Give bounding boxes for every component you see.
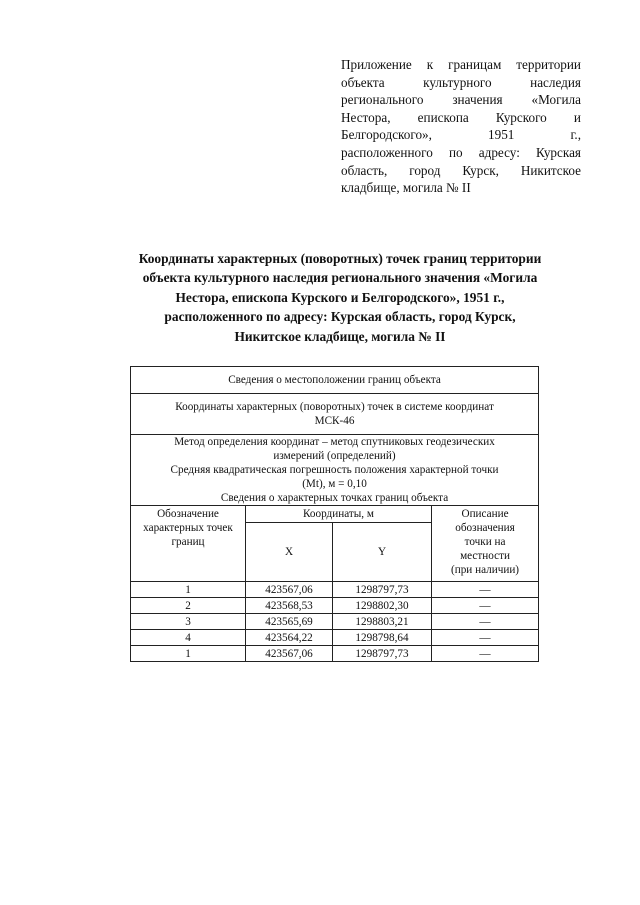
header-line: точки на xyxy=(464,536,506,548)
table-row xyxy=(131,630,539,646)
appendix-line: Белгородского», 1951 г., xyxy=(341,127,581,143)
x-header: X xyxy=(246,523,333,582)
coordinates-table xyxy=(130,366,539,662)
y-cell: 1298802,30 xyxy=(333,598,432,614)
point-cell: 4 xyxy=(131,630,246,646)
designation-header xyxy=(131,506,246,582)
system-line: Координаты характерных (поворотных) точек в системе координат xyxy=(175,401,494,413)
table-row xyxy=(131,614,539,630)
point-cell: 1 xyxy=(131,646,246,662)
system-line: МСК-46 xyxy=(314,415,355,427)
header-line: характерных точек xyxy=(143,522,233,534)
title-line: Никитское кладбище, могила № II xyxy=(234,328,446,344)
x-cell: 423567,06 xyxy=(246,646,333,662)
header-line: (при наличии) xyxy=(451,564,520,576)
y-cell: 1298803,21 xyxy=(333,614,432,630)
point-cell: 1 xyxy=(131,582,246,598)
method-cell xyxy=(131,435,539,506)
header-line: границ xyxy=(171,536,205,548)
appendix-line: расположенного по адресу: Курская xyxy=(341,144,581,160)
header-line: Описание xyxy=(461,508,509,520)
coordinate-system-cell xyxy=(131,394,539,435)
point-cell: 3 xyxy=(131,614,246,630)
table-row xyxy=(131,582,539,598)
y-cell: 1298798,64 xyxy=(333,630,432,646)
method-line: Метод определения координат – метод спутниковых геодезических xyxy=(174,436,495,448)
desc-cell: — xyxy=(432,582,539,598)
appendix-line: Нестора, епископа Курского и xyxy=(341,109,581,125)
y-cell: 1298797,73 xyxy=(333,646,432,662)
method-line: Сведения о характерных точках границ объекта xyxy=(220,492,449,504)
title-line: Координаты характерных (поворотных) точек границ территории xyxy=(138,251,542,266)
title-line: объекта культурного наследия регионального значения «Могила xyxy=(142,270,538,286)
desc-cell: — xyxy=(432,630,539,646)
appendix-line: область, город Курск, Никитское xyxy=(341,162,581,178)
desc-cell: — xyxy=(432,646,539,662)
description-header xyxy=(432,506,539,582)
table-row xyxy=(131,598,539,614)
x-cell: 423567,06 xyxy=(246,582,333,598)
coordinates-header: Координаты, м xyxy=(246,506,432,523)
method-line: Средняя квадратическая погрешность положения характерной точки xyxy=(170,464,499,476)
y-cell: 1298797,73 xyxy=(333,582,432,598)
desc-cell: — xyxy=(432,614,539,630)
x-cell: 423565,69 xyxy=(246,614,333,630)
header-line: обозначения xyxy=(455,522,515,534)
x-cell: 423564,22 xyxy=(246,630,333,646)
table-row xyxy=(131,646,539,662)
method-line: измерений (определений) xyxy=(273,450,396,462)
appendix-line: Приложение к границам территории xyxy=(341,57,581,72)
title-line: расположенного по адресу: Курская область, город Курск, xyxy=(164,309,516,325)
point-cell: 2 xyxy=(131,598,246,614)
x-cell: 423568,53 xyxy=(246,598,333,614)
location-info-cell: Сведения о местоположении границ объекта xyxy=(131,367,539,394)
title-line: Нестора, епископа Курского и Белгородского», 1951 г., xyxy=(175,289,505,305)
header-line: местности xyxy=(460,550,510,562)
y-header: Y xyxy=(333,523,432,582)
header-line: Обозначение xyxy=(157,508,219,520)
method-line: (Mt), м = 0,10 xyxy=(302,478,367,490)
appendix-line: объекта культурного наследия xyxy=(341,74,581,90)
appendix-line: регионального значения «Могила xyxy=(341,92,581,108)
appendix-line: кладбище, могила № II xyxy=(341,180,471,196)
document-title xyxy=(100,249,580,346)
appendix-note xyxy=(341,56,581,197)
desc-cell: — xyxy=(432,598,539,614)
